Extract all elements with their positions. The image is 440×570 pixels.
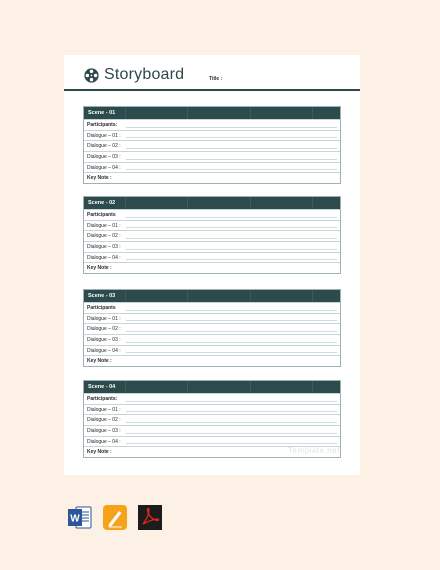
dialogue-row xyxy=(84,345,340,356)
write-line xyxy=(126,342,337,343)
dialogue-row xyxy=(84,130,340,141)
scene-block-1 xyxy=(83,106,341,184)
write-line xyxy=(126,227,337,228)
row-label: Key Note : xyxy=(87,175,112,182)
write-line xyxy=(126,352,337,353)
scene-block-3 xyxy=(83,289,341,367)
row-label: Dialogue – 04 : xyxy=(87,347,121,354)
document-header xyxy=(64,55,360,91)
scene-header xyxy=(84,197,340,209)
scene-label: Scene - 02 xyxy=(88,199,116,206)
pages-icon[interactable] xyxy=(103,505,127,530)
row-label: Key Note : xyxy=(87,265,112,272)
participants-row xyxy=(84,209,340,220)
write-line xyxy=(126,217,337,218)
row-label: Dialogue – 04 : xyxy=(87,438,121,445)
dialogue-row xyxy=(84,252,340,263)
scene-label: Scene - 04 xyxy=(88,383,116,390)
key-note-row xyxy=(84,262,340,273)
row-label: Dialogue – 03 : xyxy=(87,428,121,435)
write-line xyxy=(126,331,337,332)
row-label: Dialogue – 01 : xyxy=(87,222,121,229)
row-label: Dialogue – 03 : xyxy=(87,154,121,161)
film-reel-icon xyxy=(84,68,99,83)
row-label: Participants xyxy=(87,305,116,311)
write-line xyxy=(126,320,337,321)
watermark: Template.net xyxy=(288,446,340,455)
write-line xyxy=(126,169,337,170)
word-icon[interactable] xyxy=(68,505,92,530)
pdf-icon[interactable] xyxy=(138,505,162,530)
scene-label: Scene - 01 xyxy=(88,109,116,116)
write-line xyxy=(126,422,337,423)
write-line xyxy=(126,401,337,402)
participants-row xyxy=(84,302,340,313)
row-label: Participants xyxy=(87,212,116,218)
dialogue-row xyxy=(84,436,340,447)
write-line xyxy=(126,411,337,412)
dialogue-row xyxy=(84,334,340,345)
row-label: Dialogue – 01 : xyxy=(87,406,121,413)
row-label: Dialogue – 04 : xyxy=(87,164,121,171)
title-field-label: Title : xyxy=(209,76,223,82)
svg-text:W: W xyxy=(70,513,80,525)
scene-header xyxy=(84,381,340,393)
write-line xyxy=(126,127,337,128)
row-label: Participants: xyxy=(87,396,118,402)
dialogue-row xyxy=(84,241,340,252)
write-line xyxy=(126,310,337,311)
key-note-row xyxy=(84,172,340,183)
dialogue-row xyxy=(84,425,340,436)
row-label: Dialogue – 01 : xyxy=(87,132,121,139)
row-label: Dialogue – 02 : xyxy=(87,326,121,333)
row-label: Dialogue – 02 : xyxy=(87,233,121,240)
scene-header xyxy=(84,107,340,119)
document-title: Storyboard xyxy=(104,66,185,83)
scene-label: Scene - 03 xyxy=(88,292,116,299)
scene-block-2 xyxy=(83,196,341,274)
row-label: Dialogue – 03 : xyxy=(87,337,121,344)
row-label: Participants: xyxy=(87,122,118,128)
write-line xyxy=(126,148,337,149)
dialogue-row xyxy=(84,230,340,241)
write-line xyxy=(126,249,337,250)
participants-row xyxy=(84,393,340,404)
write-line xyxy=(126,443,337,444)
dialogue-row xyxy=(84,404,340,415)
row-label: Dialogue – 02 : xyxy=(87,417,121,424)
dialogue-row xyxy=(84,220,340,231)
dialogue-row xyxy=(84,313,340,324)
storyboard-page xyxy=(64,55,360,475)
row-label: Dialogue – 03 : xyxy=(87,244,121,251)
row-label: Key Note : xyxy=(87,358,112,365)
dialogue-row xyxy=(84,162,340,173)
participants-row xyxy=(84,119,340,130)
format-icons xyxy=(68,505,173,531)
row-label: Key Note : xyxy=(87,449,112,456)
dialogue-row xyxy=(84,323,340,334)
write-line xyxy=(126,159,337,160)
key-note-row xyxy=(84,355,340,366)
dialogue-row xyxy=(84,151,340,162)
write-line xyxy=(126,238,337,239)
row-label: Dialogue – 01 : xyxy=(87,315,121,322)
write-line xyxy=(126,259,337,260)
dialogue-row xyxy=(84,414,340,425)
scene-header xyxy=(84,290,340,302)
write-line xyxy=(126,137,337,138)
dialogue-row xyxy=(84,140,340,151)
row-label: Dialogue – 02 : xyxy=(87,143,121,150)
row-label: Dialogue – 04 : xyxy=(87,254,121,261)
write-line xyxy=(126,433,337,434)
